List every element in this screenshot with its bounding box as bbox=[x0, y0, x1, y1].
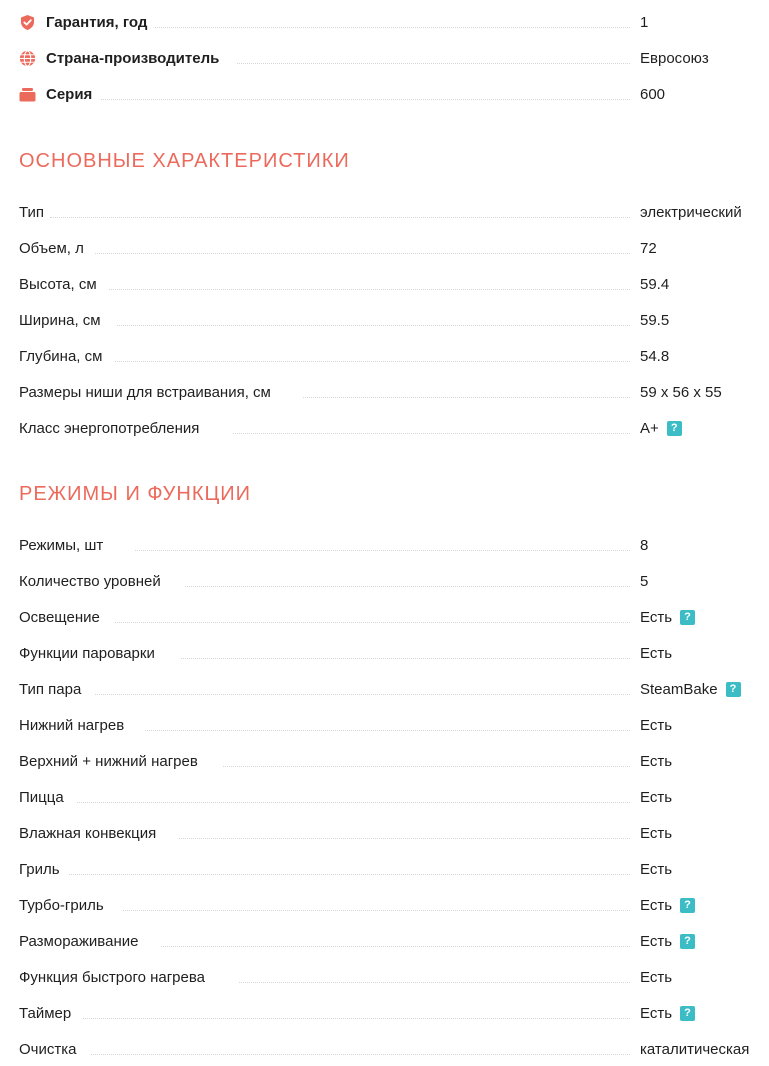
spec-row bbox=[19, 893, 764, 917]
spec-value: 5 bbox=[640, 572, 649, 590]
spec-row bbox=[19, 1001, 764, 1025]
spec-row bbox=[19, 569, 764, 593]
dotted-leader bbox=[179, 838, 630, 839]
dotted-leader bbox=[239, 982, 630, 983]
dotted-leader bbox=[115, 622, 630, 623]
spec-value: Есть bbox=[640, 752, 673, 770]
spec-row bbox=[19, 380, 764, 404]
spec-value: Есть bbox=[640, 608, 673, 626]
spec-value: электрический bbox=[640, 203, 742, 221]
spec-value: 72 bbox=[640, 239, 657, 257]
spec-label: Нижний нагрев bbox=[19, 716, 125, 734]
spec-value: 600 bbox=[640, 85, 666, 103]
dotted-leader bbox=[117, 325, 630, 326]
spec-label: Освещение bbox=[19, 608, 100, 626]
spec-row bbox=[19, 641, 764, 665]
spec-value: 59 x 56 x 55 bbox=[640, 383, 722, 401]
dotted-leader bbox=[69, 874, 630, 875]
dotted-leader bbox=[115, 361, 630, 362]
help-icon[interactable]: ? bbox=[680, 610, 695, 625]
spec-value: 59.4 bbox=[640, 275, 670, 293]
shield-check-icon bbox=[19, 14, 36, 31]
spec-label: Размораживание bbox=[19, 932, 139, 950]
dotted-leader bbox=[145, 730, 630, 731]
dotted-leader bbox=[135, 550, 630, 551]
spec-value: Евросоюз bbox=[640, 49, 709, 67]
dotted-leader bbox=[123, 910, 630, 911]
spec-label: Влажная конвекция bbox=[19, 824, 157, 842]
section-heading-modes: РЕЖИМЫ И ФУНКЦИИ bbox=[19, 483, 252, 505]
dotted-leader bbox=[161, 946, 630, 947]
spec-row bbox=[19, 1037, 764, 1061]
spec-label: Количество уровней bbox=[19, 572, 161, 590]
dotted-leader bbox=[223, 766, 630, 767]
dotted-leader bbox=[109, 289, 630, 290]
spec-value: Есть bbox=[640, 896, 673, 914]
spec-label: Размеры ниши для встраивания, см bbox=[19, 383, 271, 401]
help-icon[interactable]: ? bbox=[726, 682, 741, 697]
spec-row bbox=[19, 272, 764, 296]
spec-label: Гриль bbox=[19, 860, 60, 878]
dotted-leader bbox=[95, 253, 630, 254]
spec-label: Глубина, см bbox=[19, 347, 103, 365]
spec-value: Есть bbox=[640, 788, 673, 806]
dotted-leader bbox=[91, 1054, 630, 1055]
spec-label: Турбо-гриль bbox=[19, 896, 104, 914]
spec-row-series bbox=[19, 82, 764, 106]
spec-value: 1 bbox=[640, 13, 649, 31]
spec-label: Таймер bbox=[19, 1004, 72, 1022]
dotted-leader bbox=[83, 1018, 630, 1019]
spec-label: Серия bbox=[46, 85, 93, 103]
dotted-leader bbox=[50, 217, 630, 218]
dotted-leader bbox=[181, 658, 630, 659]
spec-value: 59.5 bbox=[640, 311, 670, 329]
dotted-leader bbox=[185, 586, 630, 587]
dotted-leader bbox=[303, 397, 630, 398]
spec-value: каталитическая bbox=[640, 1040, 750, 1058]
dotted-leader bbox=[155, 27, 630, 28]
spec-row-country bbox=[19, 46, 764, 70]
section-heading-main: ОСНОВНЫЕ ХАРАКТЕРИСТИКИ bbox=[19, 150, 350, 172]
spec-row bbox=[19, 200, 764, 224]
dotted-leader bbox=[101, 99, 630, 100]
spec-row bbox=[19, 785, 764, 809]
spec-row bbox=[19, 533, 764, 557]
spec-label: Тип пара bbox=[19, 680, 82, 698]
spec-value: SteamBake bbox=[640, 680, 718, 698]
dotted-leader bbox=[95, 694, 630, 695]
spec-value: Есть bbox=[640, 932, 673, 950]
globe-icon bbox=[19, 50, 36, 67]
help-icon[interactable]: ? bbox=[680, 898, 695, 913]
spec-label: Высота, см bbox=[19, 275, 97, 293]
spec-label: Гарантия, год bbox=[46, 13, 148, 31]
spec-label: Страна-производитель bbox=[46, 49, 220, 67]
spec-row bbox=[19, 677, 764, 701]
spec-label: Функции пароварки bbox=[19, 644, 155, 662]
spec-row bbox=[19, 713, 764, 737]
spec-row bbox=[19, 344, 764, 368]
spec-row bbox=[19, 965, 764, 989]
dotted-leader bbox=[237, 63, 630, 64]
spec-label: Ширина, см bbox=[19, 311, 101, 329]
spec-value: Есть bbox=[640, 860, 673, 878]
spec-value: Есть bbox=[640, 1004, 673, 1022]
spec-value: 8 bbox=[640, 536, 649, 554]
spec-row bbox=[19, 857, 764, 881]
spec-value: Есть bbox=[640, 968, 673, 986]
series-box-icon bbox=[19, 86, 36, 103]
spec-row bbox=[19, 749, 764, 773]
spec-label: Функция быстрого нагрева bbox=[19, 968, 206, 986]
spec-value: Есть bbox=[640, 824, 673, 842]
spec-label: Тип bbox=[19, 203, 45, 221]
spec-value: Есть bbox=[640, 716, 673, 734]
spec-row bbox=[19, 929, 764, 953]
spec-label: Класс энергопотребления bbox=[19, 419, 200, 437]
help-icon[interactable]: ? bbox=[667, 421, 682, 436]
spec-row bbox=[19, 605, 764, 629]
dotted-leader bbox=[77, 802, 630, 803]
spec-label: Объем, л bbox=[19, 239, 84, 257]
spec-row bbox=[19, 416, 764, 440]
spec-label: Режимы, шт bbox=[19, 536, 104, 554]
help-icon[interactable]: ? bbox=[680, 934, 695, 949]
spec-row bbox=[19, 308, 764, 332]
spec-row-warranty bbox=[19, 10, 764, 34]
spec-row bbox=[19, 821, 764, 845]
spec-value: A+ bbox=[640, 419, 659, 437]
spec-label: Верхний + нижний нагрев bbox=[19, 752, 198, 770]
spec-value: 54.8 bbox=[640, 347, 670, 365]
spec-value: Есть bbox=[640, 644, 673, 662]
dotted-leader bbox=[233, 433, 630, 434]
spec-label: Пицца bbox=[19, 788, 64, 806]
spec-label: Очистка bbox=[19, 1040, 77, 1058]
help-icon[interactable]: ? bbox=[680, 1006, 695, 1021]
spec-row bbox=[19, 236, 764, 260]
